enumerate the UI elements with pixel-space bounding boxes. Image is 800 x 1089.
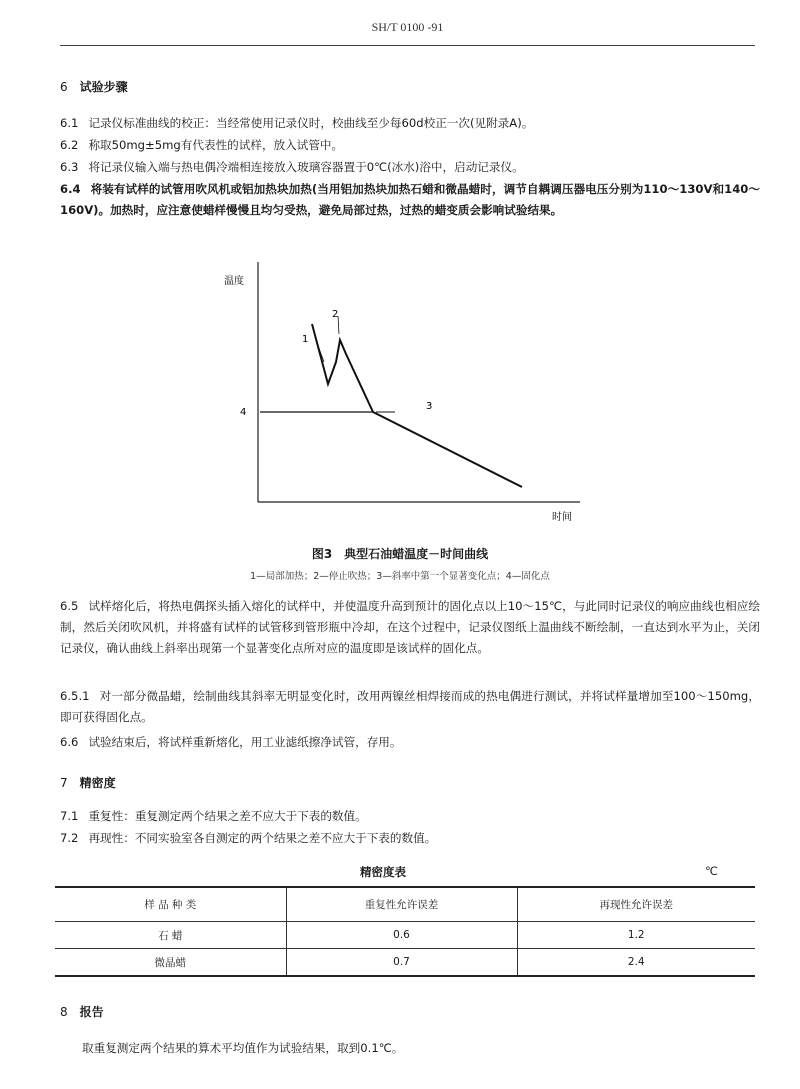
paragraph-text: 重复性：重复测定两个结果之差不应大于下表的数值。 (88, 809, 367, 823)
table-row (55, 949, 755, 977)
table-cell: 0.7 (286, 949, 517, 977)
paragraph-text: 再现性：不同实验室各自测定的两个结果之差不应大于下表的数值。 (88, 831, 437, 845)
paragraph-number: 6.4 (60, 182, 81, 196)
paragraph-6-2 (60, 135, 760, 156)
table-cell: 微晶蜡 (55, 949, 286, 977)
table-cell: 0.6 (286, 922, 517, 949)
section-title: 精密度 (79, 776, 116, 790)
table-row (55, 922, 755, 949)
temperature-time-figure (220, 262, 590, 530)
label-2: 2 (332, 309, 339, 320)
header-rule (60, 45, 755, 46)
section-title: 报告 (79, 1005, 104, 1019)
column-header: 重复性允许误差 (286, 887, 517, 922)
x-axis-label: 时间 (552, 512, 572, 523)
section-number: 8 (60, 1005, 68, 1019)
label-3: 3 (426, 401, 433, 412)
paragraph-text: 将装有试样的试管用吹风机或铝加热块加热(当用铝加热块加热石蜡和微晶蜡时，调节自耦调压器电压分别为110～130V和140～160V)。加热时，应注意使蜡样慢慢且均匀受热，避免局部过热，过热的蜡变质会影响试验结果。 (60, 182, 760, 217)
paragraph-number: 6.5 (60, 599, 79, 613)
paragraph-number: 7.2 (60, 831, 79, 845)
paragraph-number: 7.1 (60, 809, 79, 823)
label-1: 1 (302, 334, 309, 345)
paragraph-text: 将记录仪输入端与热电偶冷端相连接放入玻璃容器置于0℃(冰水)浴中，启动记录仪。 (88, 160, 524, 174)
label-1-leader (316, 340, 324, 362)
label-4: 4 (240, 407, 247, 418)
paragraph-number: 6.6 (60, 735, 79, 749)
paragraph-text: 对一部分微晶蜡，绘制曲线其斜率无明显变化时，改用两镍丝相焊接而成的热电偶进行测试，并将试样量增加至100～150mg，即可获得固化点。 (60, 689, 760, 724)
paragraph-number: 6.3 (60, 160, 79, 174)
y-axis-label: 温度 (224, 276, 244, 287)
column-header: 样 品 种 类 (55, 887, 286, 922)
paragraph-8 (82, 1038, 762, 1059)
section-6-heading (60, 78, 128, 95)
paragraph-text: 记录仪标准曲线的校正：当经常使用记录仪时，校曲线至少每60d校正一次(见附录A)。 (88, 116, 534, 130)
section-8-heading (60, 1003, 104, 1020)
paragraph-7-1 (60, 806, 760, 827)
table-header-row (55, 887, 755, 922)
paragraph-text: 试验结束后，将试样重新熔化，用工业滤纸擦净试管，存用。 (88, 735, 402, 749)
precision-table (55, 886, 755, 977)
paragraph-text: 称取50mg±5mg有代表性的试样，放入试管中。 (88, 138, 344, 152)
paragraph-number: 6.1 (60, 116, 79, 130)
table-cell: 1.2 (517, 922, 755, 949)
table-caption: 精密度表 (360, 865, 406, 879)
page-header: SH/T 0100 -91 (371, 20, 444, 34)
section-title: 试验步骤 (79, 80, 128, 94)
paragraph-number: 6.2 (60, 138, 79, 152)
paragraph-6-4 (60, 179, 760, 221)
paragraph-6-5-1 (60, 686, 760, 728)
table-cell: 2.4 (517, 949, 755, 977)
paragraph-number: 6.5.1 (60, 689, 90, 703)
section-number: 7 (60, 776, 68, 790)
column-header: 再现性允许误差 (517, 887, 755, 922)
paragraph-7-2 (60, 828, 760, 849)
paragraph-text: 取重复测定两个结果的算术平均值作为试验结果，取到0.1℃。 (82, 1041, 404, 1055)
paragraph-text: 试样熔化后，将热电偶探头插入熔化的试样中，并使温度升高到预计的固化点以上10～15℃，与此同时记录仪的响应曲线也相应绘制，然后关闭吹风机，并将盛有试样的试管移到管形瓶中冷却，在这个过程中，记录仪图纸上温曲线不断绘制，一直达到水平为止，关闭记录仪，确认曲线上斜率出现第一个显著变化点所对应的温度即是该试样的固化点。 (60, 599, 760, 655)
cooling-curve (312, 324, 522, 487)
table-unit: ℃ (705, 864, 718, 878)
section-7-heading (60, 774, 116, 791)
paragraph-6-6 (60, 732, 760, 753)
paragraph-6-1 (60, 113, 760, 134)
figure-legend: 1—局部加热；2—停止吹热；3—斜率中第一个显著变化点；4—固化点 (250, 571, 550, 582)
paragraph-6-3 (60, 157, 760, 178)
table-cell: 石 蜡 (55, 922, 286, 949)
paragraph-6-5 (60, 596, 760, 659)
figure-caption: 图3 典型石油蜡温度－时间曲线 (311, 547, 489, 561)
section-number: 6 (60, 80, 68, 94)
